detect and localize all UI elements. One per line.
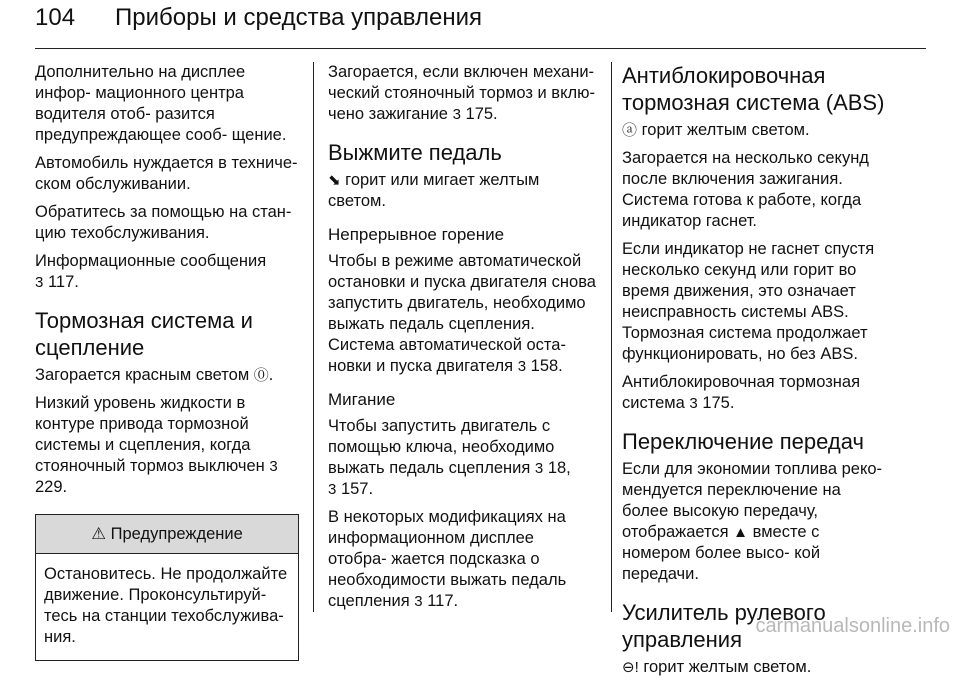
page-reference[interactable]: 229. xyxy=(35,478,68,496)
page-reference[interactable]: 18, xyxy=(547,459,571,477)
paragraph-text: Загорается, если включен механи- ческий стояночный тормоз и вклю- чено зажигание xyxy=(328,63,595,123)
paragraph xyxy=(328,335,596,377)
paragraph xyxy=(328,416,596,500)
section-heading-steering: Усилитель рулевого управления xyxy=(622,600,826,652)
paragraph: Дополнительно на дисплее инфор- мационного центра водителя отоб- разится предупреждающее сооб- щение. xyxy=(35,63,287,144)
section-heading-shift: Переключение передач xyxy=(622,429,864,454)
paragraph-text: горит желтым светом. xyxy=(643,658,812,676)
steering-warning-icon: ⊖! xyxy=(622,659,639,676)
paragraph xyxy=(622,459,890,585)
reference-arrow-icon: 3 xyxy=(534,460,544,477)
upshift-arrow-icon: ▲ xyxy=(733,524,749,541)
paragraph-text: Антиблокировочная тормозная система xyxy=(622,373,861,412)
warning-triangle-icon: ⚠ xyxy=(91,525,106,543)
paragraph: Загорается красным светом ⓪. xyxy=(35,366,274,384)
column-2 xyxy=(328,62,596,619)
reference-arrow-icon: 3 xyxy=(414,593,423,610)
paragraph xyxy=(328,62,596,125)
paragraph xyxy=(35,393,300,498)
warning-text: Остановитесь. Не продолжайте движение. Проконсультируй- тесь на станции техобслужива- ния. xyxy=(44,565,288,646)
paragraph-text: вместе с номером более высо- кой передачи. xyxy=(622,523,821,583)
column-1 xyxy=(35,62,300,661)
reference-arrow-icon: 3 xyxy=(35,274,44,291)
page-title: Приборы и средства управления xyxy=(115,4,482,31)
paragraph-text: Чтобы запустить двигатель с помощью ключа, необходимо выжать педаль сцепления xyxy=(328,417,555,477)
section-heading-clutch: Выжмите педаль xyxy=(328,140,502,165)
header-rule xyxy=(35,48,926,49)
column-3 xyxy=(622,62,890,685)
paragraph: Автомобиль нуждается в техниче- ском обслуживании. xyxy=(35,154,298,193)
paragraph-text: Загорается красным светом xyxy=(35,366,250,384)
paragraph: Если индикатор не гаснет спустя несколько секунд или горит во время движения, это означает неисправность системы ABS. Тормозная система продолжает функционировать, но без ABS. xyxy=(622,240,875,363)
clutch-pedal-icon: ⬊ xyxy=(328,172,341,189)
column-divider-2 xyxy=(611,62,612,612)
reference-arrow-icon: 3 xyxy=(689,395,698,412)
paragraph xyxy=(622,657,890,678)
subheading-flashing: Мигание xyxy=(328,390,396,409)
page-reference[interactable]: 175. xyxy=(702,394,735,412)
paragraph-text: Информационные сообщения xyxy=(35,252,267,270)
paragraph-text: Если для экономии топлива реко- мендуется переключение на более высокую передачу, отображается xyxy=(622,460,883,541)
reference-arrow-icon: 3 xyxy=(269,458,278,475)
page-header xyxy=(35,0,926,50)
reference-arrow-icon: 3 xyxy=(452,106,461,123)
warning-header xyxy=(36,515,298,554)
paragraph-text: В некоторых модификациях на информационном дисплее отобра- жается подсказка о необходимости выжать педаль сцепления xyxy=(328,508,567,610)
page-reference[interactable]: 157. xyxy=(340,480,374,498)
paragraph-text: горит или мигает желтым светом. xyxy=(328,171,540,210)
page-reference[interactable]: 117. xyxy=(427,592,459,610)
paragraph-text: Система автоматической оста- новки и пуска двигателя xyxy=(328,336,566,375)
paragraph: Загорается на несколько секунд после включения зажигания. Система готова к работе, когда индикатор гаснет. xyxy=(622,149,869,230)
brake-warning-icon: ⓪ xyxy=(253,367,269,384)
paragraph-text: горит желтым светом. xyxy=(641,121,810,139)
page-reference[interactable]: 117. xyxy=(47,273,79,291)
paragraph xyxy=(328,507,596,612)
paragraph xyxy=(35,251,300,293)
paragraph xyxy=(328,170,596,212)
abs-icon: ⓐ xyxy=(622,122,638,139)
page-reference[interactable]: 158. xyxy=(530,357,563,375)
section-heading-brake: Тормозная система и сцепление xyxy=(35,308,253,360)
page-reference[interactable]: 175. xyxy=(465,105,498,123)
reference-arrow-icon: 3 xyxy=(517,358,527,375)
paragraph: Обратитесь за помощью на стан- цию техобслуживания. xyxy=(35,203,292,242)
paragraph xyxy=(622,120,890,141)
column-divider-1 xyxy=(313,62,314,612)
section-heading-abs: Антиблокировочная тормозная система (ABS) xyxy=(622,63,885,115)
reference-arrow-icon: 3 xyxy=(328,481,337,498)
watermark: carmanualsonline.info xyxy=(755,615,950,637)
page-number: 104 xyxy=(35,4,76,31)
warning-box xyxy=(35,514,299,661)
paragraph xyxy=(622,372,890,414)
subheading-continuous: Непрерывное горение xyxy=(328,225,505,244)
paragraph: Чтобы в режиме автоматической остановки и пуска двигателя снова запустить двигатель, необходимо выжать педаль сцепления. xyxy=(328,252,596,333)
warning-title: Предупреждение xyxy=(110,525,243,543)
paragraph-text: Низкий уровень жидкости в контуре привода тормозной системы и сцепления, когда стояночный тормоз выключен xyxy=(35,394,265,475)
